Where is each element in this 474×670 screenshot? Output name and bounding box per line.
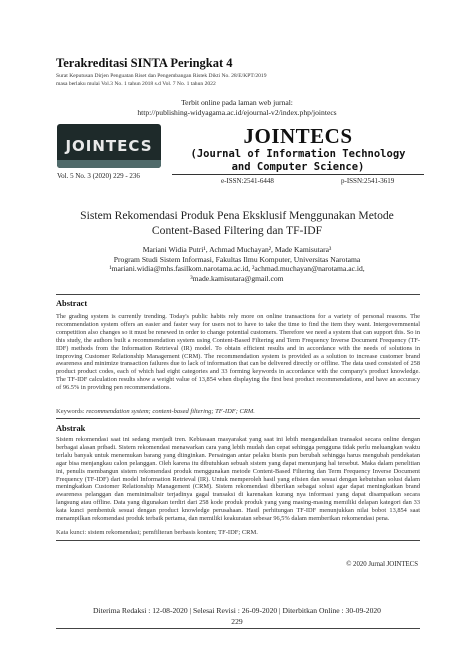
publication-dates: Diterima Redaksi : 12-08-2020 | Selesai Revisi : 26-09-2020 | Diterbitkan Online : 30-09-2020 (93, 606, 381, 615)
divider (56, 418, 420, 419)
paper-authors: Mariani Widia Putri¹, Achmad Muchayan², Made Kamisutara³ (142, 245, 332, 254)
keywords-label: Keywords: (56, 408, 85, 415)
abstrak-heading: Abstrak (56, 424, 86, 433)
copyright-notice: © 2020 Jurnal JOINTECS (346, 561, 418, 568)
author-emails-line2: ³made.kamisutara@gmail.com (190, 274, 284, 283)
footer-divider (56, 628, 420, 629)
accreditation-period: masa berlaku mulai Vol.3 No. 1 tahun 2018 s.d Vol. 7 No. 1 tahun 2022 (56, 81, 216, 87)
abstract-keywords (56, 408, 420, 415)
journal-rule-divider (172, 174, 424, 175)
abstrak-keywords (56, 529, 420, 536)
online-label: Terbit online pada laman web jurnal: (181, 98, 293, 107)
divider (56, 540, 420, 541)
kata-kunci-value: sistem rekomendasi; pemfilteran berbasis konten; TF-IDF; CRM. (87, 529, 258, 536)
paper-title-line1: Sistem Rekomendasi Produk Pena Eksklusif Menggunakan Metode (80, 209, 394, 222)
keywords-value: recommendation system; content-based filtering; TF-IDF; CRM. (86, 408, 255, 415)
p-issn: p-ISSN:2541-3619 (341, 177, 395, 185)
volume-info: Vol. 5 No. 3 (2020) 229 - 236 (57, 172, 140, 180)
abstract-heading: Abstract (56, 299, 88, 308)
e-issn: e-ISSN:2541-6448 (221, 177, 274, 185)
journal-full-name-line1: (Journal of Information Technology (190, 148, 406, 160)
author-emails-line1: ¹mariani.widia@mhs.fasilkom.narotama.ac.id, ²achmad.muchayan@narotama.ac.id, (109, 264, 365, 273)
kata-kunci-label: Kata kunci: (56, 529, 87, 536)
journal-cover-logo (57, 124, 161, 168)
journal-full-name-line2: and Computer Science) (231, 161, 365, 173)
abstract-text: The grading system is currently trending. Today's public habits rely more on online transactions for a variety of personal reasons. The recommendation system offers an easier and faster way for users not to have to take the time to find the item they want. Intergovernmental competition also changes so it must be renewed in order to change potential customers. Therefore we need a system that can support this. So in this study, the authors built a recommendation system using Content-Based Filtering and Term Frequency Inverse Document Frequency (TF-IDF) methods from the Information Retrieval (IR) model. To obtain efficient results and in accordance with the needs of solutions in improving Customer Relationship Management (CRM). The recommendation system is provided as a solution to increase customer brand awareness and minimize transaction failures due to lack of information that can be delivered directly or offline. The data used consisted of 258 product product codes, each of which had eight categories and 33 forming keywords in accordance with the company's product knowledge. The TF-IDF calculation results show a weight value of 13,854 when displaying the first best product recommendations, and have an accuracy of 96.5% in providing pen recommendations. (56, 313, 420, 392)
page-number: 229 (231, 617, 243, 626)
cover-logo-text: JOINTECS (65, 137, 153, 155)
journal-name: JOINTECS (243, 124, 353, 148)
paper-title-line2: Content-Based Filtering dan TF-IDF (151, 224, 323, 237)
abstrak-text: Sistem rekomendasi saat ini sedang menjadi tren. Kebiasaan masyarakat yang saat ini lebih mengandalkan transaksi secara online dengan berbagai alasan pribadi. Sistem rekomendasi menawarkan cara yang lebih mudah dan cepat sehingga pengguna tidak perlu meluangkan waktu terlalu banyak untuk menemukan barang yang diinginkan. Persaingan antar pelaku bisnis pun berubah sehingga harus mengubah pendekatan agar bisa menjangkau calon pelanggan. Oleh karena itu dibutuhkan sebuah sistem yang dapat menunjang hal tersebut. Maka dalam penelitian ini, penulis membangun sistem rekomendasi produk menggunakan metode Content-Based Filtering dan Term Frequency Inverse Document Frequency (TF-IDF) dari model Information Retrieval (IR). Untuk memperoleh hasil yang efisien dan sesuai dengan kebutuhan solusi dalam meningkatkan Customer Relationship Management (CRM). Sistem rekomendasi diberikan sebagai solusi agar dapat meningkatkan brand awareness pelanggan dan meminimalisir terjadinya gagal transaksi di karenakan kurang nya informasi yang dapat disampaikan secara langsung atau offline. Data yang digunakan terdiri dari 258 kode produk produk yang yang masing-masing memiliki delapan kategori dan 33 kata kunci pembentuk sesuai dengan product knowledge perusahaan. Hasil perhitungan TF-IDF menunjukkan nilai bobot 13,854 saat menampilkan rekomendasi produk terbaik pertama, dan memiliki keakuratan sebesar 96,5% dalam memberikan rekomendasi pena. (56, 436, 420, 523)
accreditation-decree: Surat Keputusan Dirjen Penguatan Riset dan Pengembangan Ristek Dikti No. 28/E/KPT/2019 (56, 73, 267, 79)
journal-url-link[interactable]: http://publishing-widyagama.ac.id/ejournal-v2/index.php/jointecs (137, 108, 337, 117)
paper-affiliation: Program Studi Sistem Informasi, Fakultas Ilmu Komputer, Universitas Narotama (113, 255, 361, 264)
accreditation-title: Terakreditasi SINTA Peringkat 4 (56, 56, 233, 70)
divider (56, 294, 420, 295)
